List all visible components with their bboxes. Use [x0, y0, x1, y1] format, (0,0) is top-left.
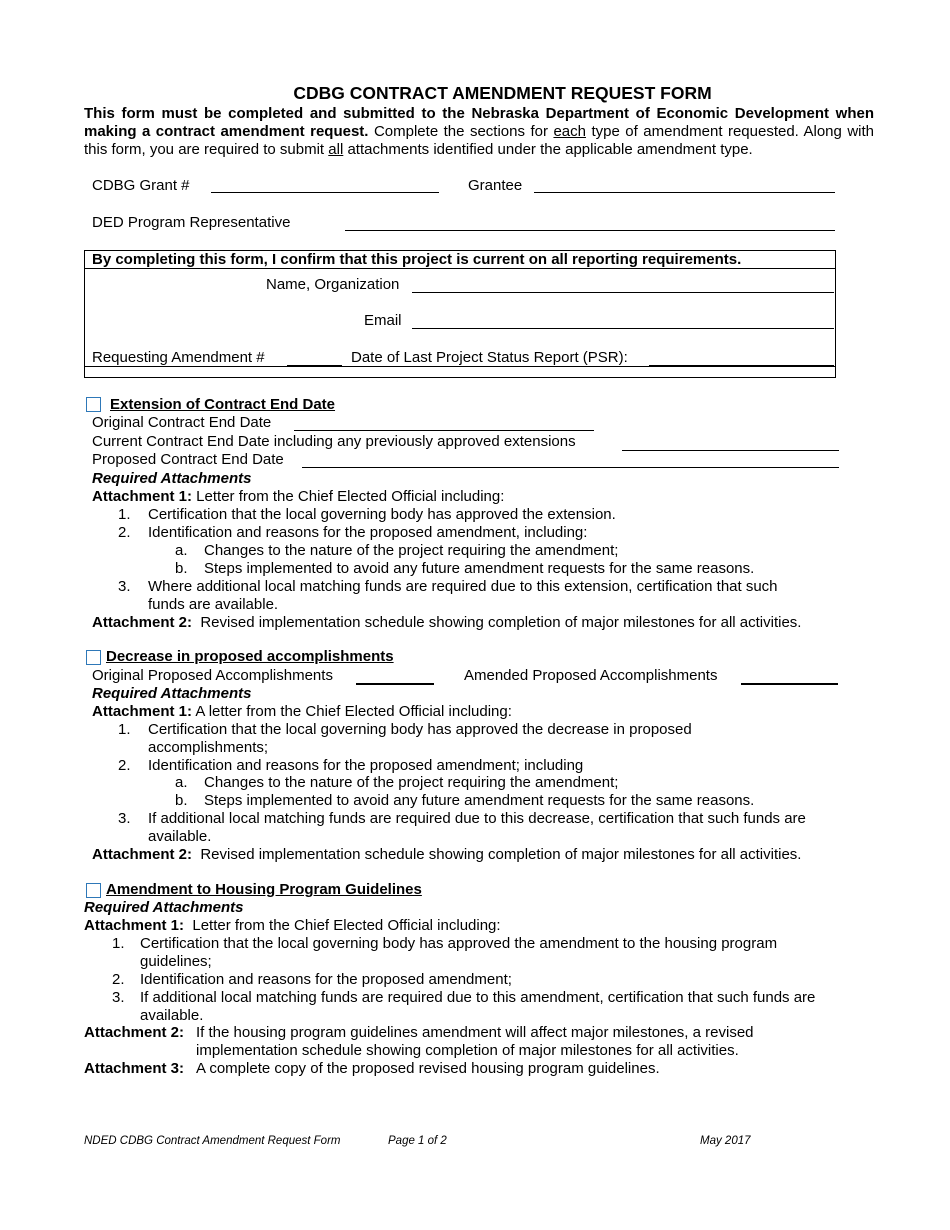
attachment-label: Attachment 2:	[92, 846, 193, 863]
list-number: 1.	[112, 935, 125, 952]
grant-field[interactable]	[211, 192, 439, 193]
intro-paragraph	[84, 105, 874, 159]
grant-label: CDBG Grant #	[92, 177, 190, 194]
list-number: 2.	[112, 971, 125, 988]
list-letter: b.	[175, 792, 188, 809]
intro-text: attachments identified under the applicable amendment type.	[343, 141, 753, 158]
list-number: 3.	[112, 989, 125, 1006]
attachment-2-line	[92, 846, 801, 864]
proposed-end-date-label: Proposed Contract End Date	[92, 451, 284, 468]
list-item: Certification that the local governing body has approved the amendment to the housing program	[140, 935, 778, 952]
amendment-number-label: Requesting Amendment #	[92, 349, 265, 366]
list-number: 2.	[118, 757, 131, 774]
list-letter: a.	[175, 542, 188, 559]
proposed-end-date-field[interactable]	[302, 467, 839, 468]
list-item: Certification that the local governing body has approved the extension.	[148, 506, 616, 523]
list-number: 1.	[118, 506, 131, 523]
section-heading: Decrease in proposed accomplishments	[106, 648, 394, 665]
attachment-text: implementation schedule showing completion of major milestones for all activities.	[196, 1042, 739, 1059]
psr-date-label: Date of Last Project Status Report (PSR):	[351, 349, 628, 366]
required-attachments-heading: Required Attachments	[84, 899, 244, 916]
list-item: Certification that the local governing body has approved the decrease in proposed	[148, 721, 692, 738]
list-letter: a.	[175, 774, 188, 791]
list-item: Identification and reasons for the proposed amendment; including	[148, 757, 584, 774]
required-attachments-heading: Required Attachments	[92, 685, 252, 702]
list-letter: b.	[175, 560, 188, 577]
footer-page-number: Page 1 of 2	[388, 1135, 447, 1147]
footer-date: May 2017	[700, 1135, 751, 1147]
housing-guidelines-checkbox[interactable]	[86, 883, 101, 898]
attachment-label: Attachment 1:	[84, 917, 185, 934]
extension-checkbox[interactable]	[86, 397, 101, 412]
attachment-label: Attachment 1:	[92, 488, 193, 505]
intro-bold: This form must be completed and submitted to the Nebraska Department of Economic Development when making a contract amendment request.	[84, 105, 874, 140]
attachment-label: Attachment 3:	[84, 1060, 185, 1077]
email-label: Email	[364, 312, 402, 329]
list-number: 1.	[118, 721, 131, 738]
confirm-heading: By completing this form, I confirm that this project is current on all reporting requirements.	[92, 251, 742, 268]
list-item: available.	[148, 828, 212, 845]
orig-end-date-label: Original Contract End Date	[92, 414, 272, 431]
attachment-text: Letter from the Chief Elected Official including:	[184, 917, 501, 934]
attachment-label: Attachment 2:	[92, 614, 193, 631]
attachment-text: A letter from the Chief Elected Official including:	[192, 703, 512, 720]
current-end-date-label: Current Contract End Date including any previously approved extensions	[92, 433, 576, 450]
attachment-label: Attachment 1:	[92, 703, 193, 720]
grantee-label: Grantee	[468, 177, 523, 194]
footer-form-name: NDED CDBG Contract Amendment Request Form	[84, 1135, 341, 1147]
rep-label: DED Program Representative	[92, 214, 291, 231]
list-item: guidelines;	[140, 953, 212, 970]
list-item: available.	[140, 1007, 204, 1024]
required-attachments-heading: Required Attachments	[92, 470, 252, 487]
intro-text: Complete the sections for	[368, 123, 554, 140]
attachment-text: Revised implementation schedule showing completion of major milestones for all activities.	[192, 614, 802, 631]
decrease-checkbox[interactable]	[86, 650, 101, 665]
list-number: 3.	[118, 810, 131, 827]
attachment-text: Revised implementation schedule showing completion of major milestones for all activities.	[192, 846, 802, 863]
amended-accomplishments-label: Amended Proposed Accomplishments	[464, 667, 718, 684]
list-item: Steps implemented to avoid any future amendment requests for the same reasons.	[204, 792, 755, 809]
intro-each: each	[553, 123, 586, 140]
list-item: If additional local matching funds are required due to this decrease, certification that such funds are	[148, 810, 806, 827]
attachment-label: Attachment 2:	[84, 1024, 185, 1041]
attachment-text: If the housing program guidelines amendment will affect major milestones, a revised	[196, 1024, 754, 1041]
rep-field[interactable]	[345, 230, 835, 231]
list-item: Steps implemented to avoid any future amendment requests for the same reasons.	[204, 560, 755, 577]
orig-accomplishments-field[interactable]	[356, 683, 434, 685]
attachment-1-line	[92, 488, 504, 506]
name-org-field[interactable]	[412, 292, 834, 293]
list-number: 3.	[118, 578, 131, 595]
list-number: 2.	[118, 524, 131, 541]
list-item: Changes to the nature of the project requiring the amendment;	[204, 774, 619, 791]
attachment-1-line	[92, 703, 512, 721]
name-org-label: Name, Organization	[266, 276, 400, 293]
list-item: Where additional local matching funds are required due to this extension, certification that such	[148, 578, 778, 595]
list-item: funds are available.	[148, 596, 279, 613]
list-item: If additional local matching funds are required due to this amendment, certification that such funds are	[140, 989, 816, 1006]
amended-accomplishments-field[interactable]	[741, 683, 838, 685]
orig-accomplishments-label: Original Proposed Accomplishments	[92, 667, 333, 684]
orig-end-date-field[interactable]	[294, 430, 594, 431]
page-title: CDBG CONTRACT AMENDMENT REQUEST FORM	[293, 83, 712, 103]
box-divider	[85, 366, 835, 367]
grantee-field[interactable]	[534, 192, 835, 193]
intro-text: type of amendment requested. Along with this form, you are required to submit	[84, 123, 875, 158]
section-heading: Extension of Contract End Date	[110, 396, 336, 413]
list-item: accomplishments;	[148, 739, 269, 756]
attachment-text: A complete copy of the proposed revised housing program guidelines.	[196, 1060, 660, 1077]
email-field[interactable]	[412, 328, 834, 329]
intro-all: all	[328, 141, 344, 158]
list-item: Identification and reasons for the proposed amendment;	[140, 971, 512, 988]
current-end-date-field[interactable]	[622, 450, 839, 451]
attachment-text: Letter from the Chief Elected Official including:	[192, 488, 505, 505]
list-item: Identification and reasons for the proposed amendment, including:	[148, 524, 588, 541]
attachment-2-line	[92, 614, 801, 632]
attachment-1-line	[84, 917, 501, 935]
section-heading: Amendment to Housing Program Guidelines	[106, 881, 422, 898]
list-item: Changes to the nature of the project requiring the amendment;	[204, 542, 619, 559]
